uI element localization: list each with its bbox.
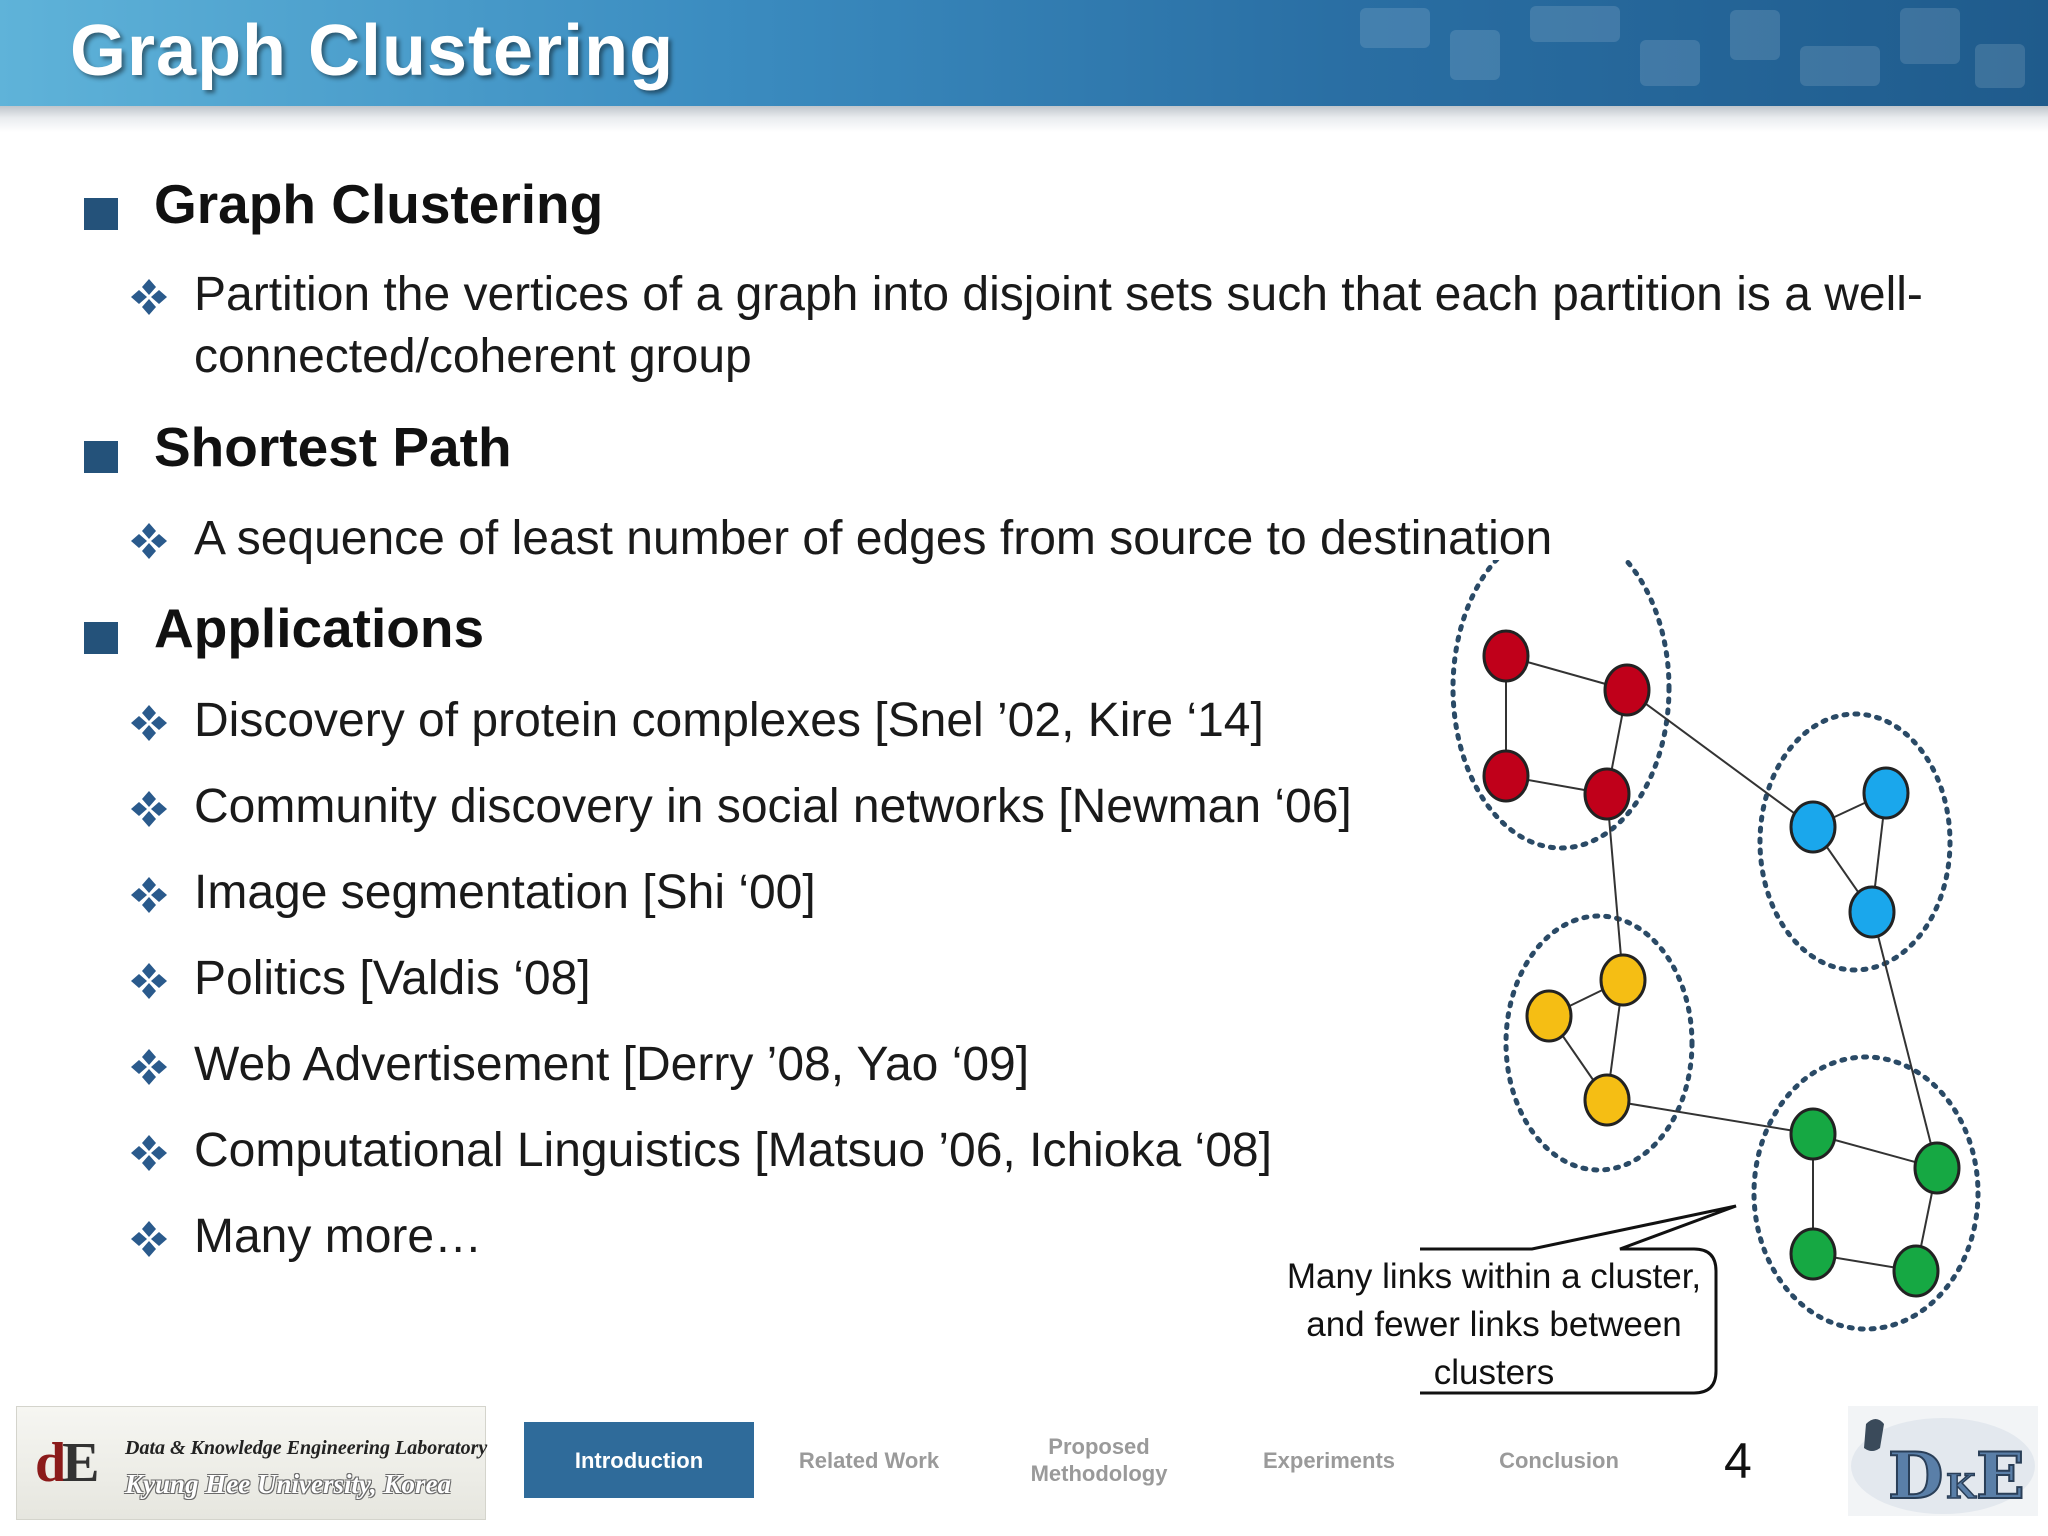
item-text: Many more…	[194, 1210, 483, 1263]
banner-shadow	[0, 106, 2048, 132]
node-yellow	[1527, 991, 1571, 1041]
section-heading: Applications	[154, 597, 485, 659]
tab-introduction[interactable]: Introduction	[524, 1422, 754, 1498]
item-text: Web Advertisement [Derry ’08, Yao ‘09]	[194, 1038, 1030, 1091]
node-red	[1484, 631, 1528, 681]
four-diamond-bullet-icon	[130, 962, 168, 1000]
item-text: Discovery of protein complexes [Snel ’02, Kire ‘14]	[194, 694, 1264, 747]
node-yellow	[1601, 955, 1645, 1005]
four-diamond-bullet-icon	[130, 1220, 168, 1258]
dke-logo-icon	[1848, 1406, 2038, 1516]
callout-text: Many links within a cluster, and fewer links between clusters	[1286, 1257, 1702, 1392]
node-red	[1585, 769, 1629, 819]
node-green	[1915, 1143, 1959, 1193]
item-text: Image segmentation [Shi ‘00]	[194, 866, 816, 919]
node-green	[1791, 1109, 1835, 1159]
section-heading: Shortest Path	[154, 416, 512, 478]
cluster-boundary-yellow	[1506, 916, 1692, 1170]
tab-proposed-methodology[interactable]: Proposed Methodology	[1030, 1434, 1168, 1486]
section-heading: Graph Clustering	[154, 173, 604, 235]
tab-related-work[interactable]: Related Work	[798, 1447, 940, 1473]
tab-experiments[interactable]: Experiments	[1262, 1447, 1396, 1473]
square-bullet-icon	[84, 198, 118, 230]
title-banner	[0, 0, 2048, 106]
dke-mark-icon: dE	[35, 1432, 96, 1494]
four-diamond-bullet-icon	[130, 522, 168, 560]
lab-logo	[16, 1406, 486, 1520]
page-number: 4	[1724, 1433, 1752, 1489]
svg-text:K: K	[1946, 1467, 1976, 1507]
four-diamond-bullet-icon	[130, 1048, 168, 1086]
item-text: Computational Linguistics [Matsuo ’06, Ichioka ‘08]	[194, 1124, 1272, 1177]
square-bullet-icon	[84, 441, 118, 473]
item-text: Politics [Valdis ‘08]	[194, 952, 591, 1005]
node-yellow	[1585, 1075, 1629, 1125]
cluster-boundary-blue	[1760, 714, 1950, 970]
slide-title: Graph Clustering	[70, 11, 675, 91]
four-diamond-bullet-icon	[130, 278, 168, 316]
lab-name: Data & Knowledge Engineering Laboratory	[125, 1437, 488, 1459]
square-bullet-icon	[84, 622, 118, 654]
four-diamond-bullet-icon	[130, 790, 168, 828]
node-green	[1894, 1246, 1938, 1296]
university-name: Kyung Hee University, Korea	[125, 1469, 451, 1499]
item-text: Community discovery in social networks [Newman ‘06]	[194, 780, 1352, 833]
four-diamond-bullet-icon	[130, 876, 168, 914]
svg-text:D: D	[1888, 1439, 1944, 1514]
node-green	[1791, 1229, 1835, 1279]
svg-text:E: E	[1976, 1439, 2025, 1514]
node-blue	[1850, 887, 1894, 937]
node-red	[1484, 751, 1528, 801]
node-blue	[1864, 768, 1908, 818]
tab-conclusion[interactable]: Conclusion	[1499, 1447, 1619, 1473]
four-diamond-bullet-icon	[130, 704, 168, 742]
item-text: Partition the vertices of a graph into disjoint sets such that each partition is a well-connected/coherent group	[194, 268, 1923, 383]
node-red	[1605, 665, 1649, 715]
node-blue	[1791, 802, 1835, 852]
item-text: A sequence of least number of edges from source to destination	[194, 512, 1553, 565]
four-diamond-bullet-icon	[130, 1134, 168, 1172]
